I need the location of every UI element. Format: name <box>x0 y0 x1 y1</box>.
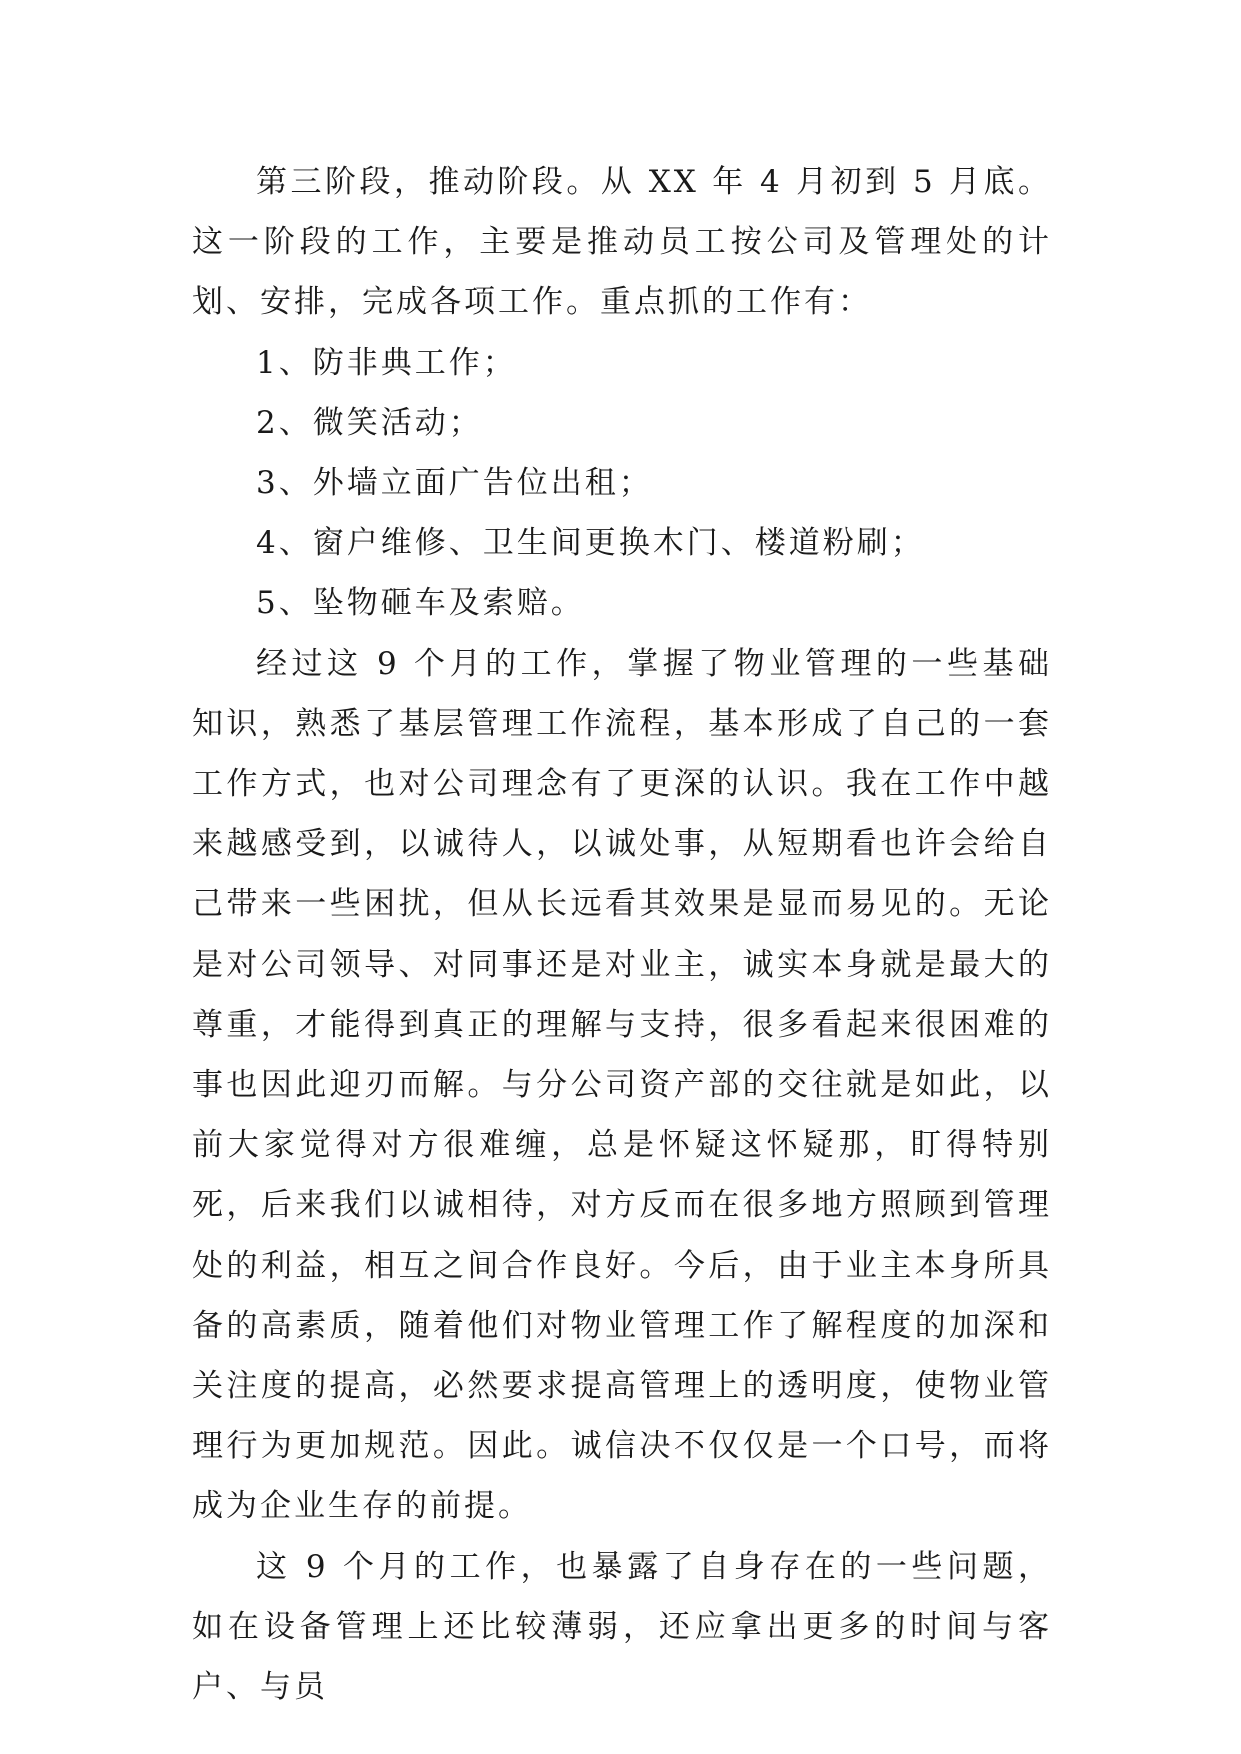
document-body <box>192 152 1052 1717</box>
list-item: 2、微笑活动； <box>256 404 483 441</box>
list-item: 4、窗户维修、卫生间更换木门、楼道粉刷； <box>256 525 925 562</box>
list-item: 3、外墙立面广告位出租； <box>256 465 653 502</box>
paragraph-experience: 经过这 9 个月的工作，掌握了物业管理的一些基础知识，熟悉了基层管理工作流程，基本形成了自己的一套工作方式，也对公司理念有了更深的认识。我在工作中越来越感受到，以诚待人，以诚处事，从短期看也许会给自己带来一些困扰，但从长远看其效果是显而易见的。无论是对公司领导、对同事还是对业主，诚实本身就是最大的尊重，才能得到真正的理解与支持，很多看起来很困难的事也因此迎刃而解。与分公司资产部的交往就是如此，以前大家觉得对方很难缠，总是怀疑这怀疑那，盯得特别死，后来我们以诚相待，对方反而在很多地方照顾到管理处的利益，相互之间合作良好。今后，由于业主本身所具备的高素质，随着他们对物业管理工作了解程度的加深和关注度的提高，必然要求提高管理上的透明度，使物业管理行为更加规范。因此。诚信决不仅仅是一个口号，而将成为企业生存的前提。 <box>192 645 1052 1525</box>
paragraph-stage-three: 第三阶段，推动阶段。从 XX 年 4 月初到 5 月底。这一阶段的工作，主要是推动员工按公司及管理处的计划、安排，完成各项工作。重点抓的工作有： <box>192 164 1052 321</box>
list-item: 5、坠物砸车及索赔。 <box>256 585 585 622</box>
paragraph-problems: 这 9 个月的工作，也暴露了自身存在的一些问题，如在设备管理上还比较薄弱，还应拿出更多的时间与客户、与员 <box>192 1548 1052 1706</box>
list-item: 1、防非典工作； <box>256 344 517 381</box>
